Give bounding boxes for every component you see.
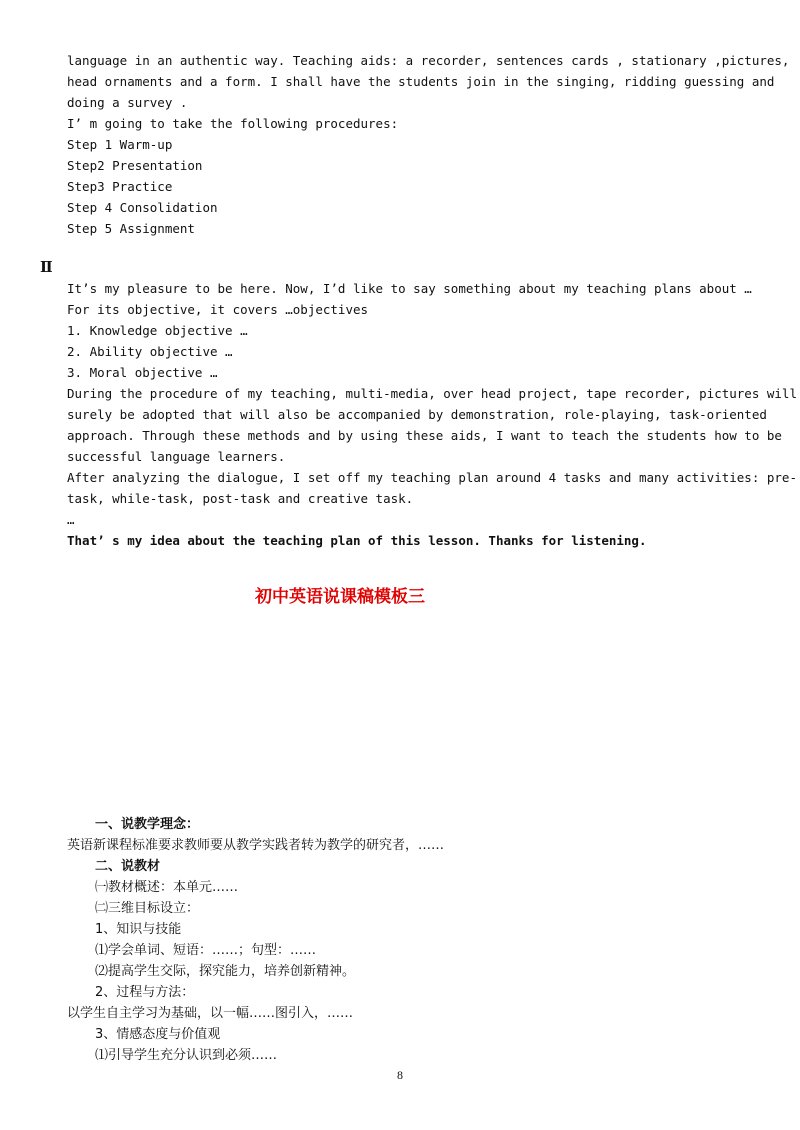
paragraph-line: task, while-task, post-task and creative task.	[67, 491, 414, 506]
section-heading: 二、说教材	[95, 859, 161, 874]
paragraph-line: It’s my pleasure to be here. Now, I’d like to say something about my teaching plans about …	[67, 281, 752, 296]
step-item: Step 5 Assignment	[67, 221, 195, 236]
page-number: 8	[397, 1068, 403, 1082]
template-title: 初中英语说课稿模板三	[255, 587, 425, 607]
list-item: 3、情感态度与价值观	[95, 1027, 221, 1042]
objective-item: 3. Moral objective …	[67, 365, 218, 380]
step-item: Step 1 Warm-up	[67, 137, 173, 152]
list-item: 1、知识与技能	[95, 922, 182, 937]
paragraph-line: 英语新课程标准要求教师要从教学实践者转为教学的研究者，……	[67, 838, 445, 853]
list-item: ㈠教材概述：本单元……	[95, 880, 239, 895]
paragraph-line: For its objective, it covers …objectives	[67, 302, 369, 317]
ellipsis-line: …	[67, 512, 75, 527]
list-item: ⑴引导学生充分认识到必须……	[95, 1048, 278, 1063]
paragraph-line: During the procedure of my teaching, multi-media, over head project, tape recorder, pictures will	[67, 386, 797, 401]
objective-item: 2. Ability objective …	[67, 344, 233, 359]
paragraph-line: doing a survey .	[67, 95, 188, 110]
objective-item: 1. Knowledge objective …	[67, 323, 248, 338]
procedures-intro: I’ m going to take the following procedures:	[67, 116, 399, 131]
paragraph-line: 以学生自主学习为基础，以一幅……图引入，……	[67, 1006, 354, 1021]
paragraph-line: language in an authentic way. Teaching aids: a recorder, sentences cards , stationary ,pictures,	[67, 53, 790, 68]
paragraph-line: approach. Through these methods and by using these aids, I want to teach the students how to be	[67, 428, 782, 443]
list-item: 2、过程与方法：	[95, 985, 195, 1000]
closing-line: That’ s my idea about the teaching plan of this lesson. Thanks for listening.	[67, 533, 647, 548]
paragraph-line: successful language learners.	[67, 449, 286, 464]
paragraph-line: surely be adopted that will also be accompanied by demonstration, role-playing, task-oriented	[67, 407, 767, 422]
list-item: ⑴学会单词、短语：……；句型：……	[95, 943, 317, 958]
step-item: Step 4 Consolidation	[67, 200, 218, 215]
section-heading: 一、说教学理念：	[95, 817, 200, 832]
list-item: ㈡三维目标设立：	[95, 901, 200, 916]
list-item: ⑵提高学生交际，探究能力，培养创新精神。	[95, 964, 356, 979]
step-item: Step3 Practice	[67, 179, 173, 194]
paragraph-line: head ornaments and a form. I shall have the students join in the singing, ridding guessing and	[67, 74, 775, 89]
paragraph-line: After analyzing the dialogue, I set off my teaching plan around 4 tasks and many activities: pre-	[67, 470, 797, 485]
step-item: Step2 Presentation	[67, 158, 203, 173]
section-numeral: Ⅱ	[40, 258, 53, 276]
